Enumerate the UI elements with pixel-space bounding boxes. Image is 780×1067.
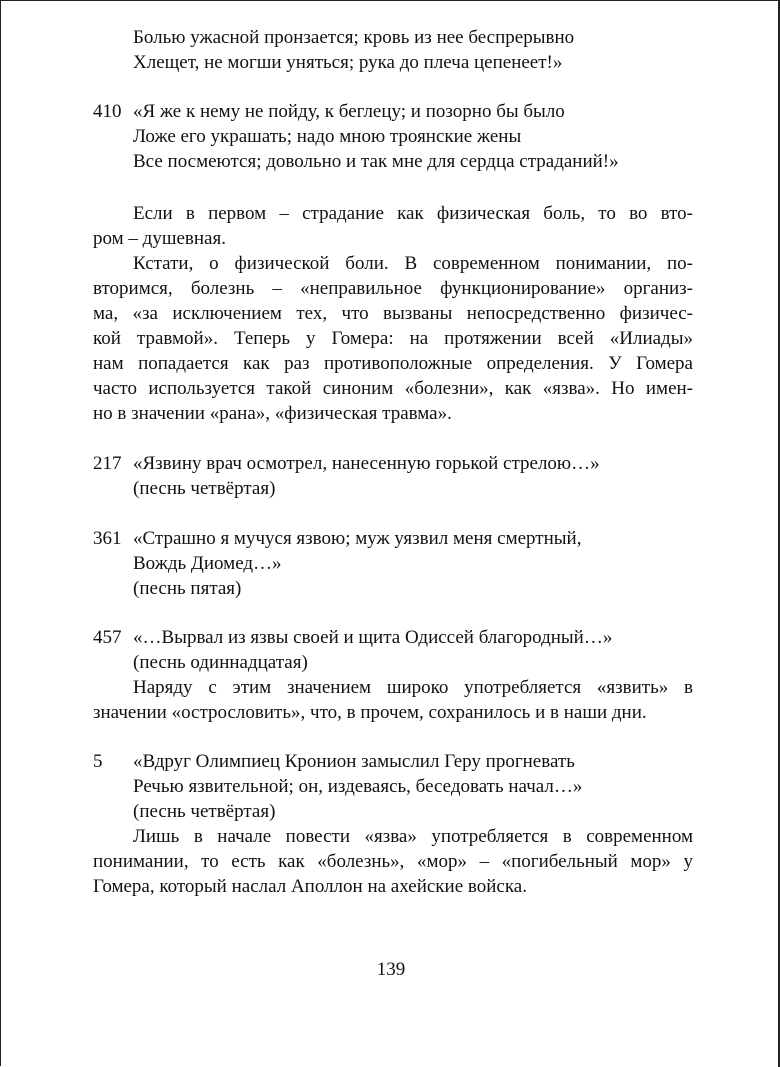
prose-line: кой травмой». Теперь у Гомера: на протяжении всей «Илиады»: [93, 328, 693, 349]
verse-line: [93, 25, 693, 50]
prose-line: ма, «за исключением тех, что вызваны непосредственно физичес-: [93, 303, 693, 324]
verse-line: [93, 650, 693, 675]
line-number: 410: [93, 101, 122, 122]
verse-line: [93, 451, 693, 476]
prose-line: понимании, то есть как «болезнь», «мор» – «погибельный мор» у: [93, 851, 693, 872]
verse-line: [93, 576, 693, 601]
line-number: 5: [93, 751, 103, 772]
verse-line: [93, 625, 693, 650]
line-number: 457: [93, 627, 122, 648]
verse-text: Хлещет, не могши уняться; рука до плеча цепенеет!»: [133, 52, 563, 73]
prose-line: Гомера, который наслал Аполлон на ахейские войска.: [93, 876, 527, 897]
prose-line: ром – душевная.: [93, 228, 226, 249]
prose-line: нам попадается как раз противоположные определения. У Гомера: [93, 353, 693, 374]
prose-line: вторимся, болезнь – «неправильное функционирование» организ-: [93, 278, 693, 299]
verse-text: «Страшно я мучуся язвою; муж уязвил меня смертный,: [133, 528, 582, 549]
verse-line: [93, 526, 693, 551]
prose-line: Лишь в начале повести «язва» употребляется в современном: [133, 826, 693, 847]
song-reference: (песнь четвёртая): [133, 801, 276, 822]
verse-text: Вождь Диомед…»: [133, 553, 282, 574]
verse-block-3: [93, 451, 693, 501]
line-number: 217: [93, 453, 122, 474]
prose-line: Кстати, о физической боли. В современном понимании, по-: [133, 253, 693, 274]
verse-text: «Язвину врач осмотрел, нанесенную горькой стрелою…»: [133, 453, 600, 474]
verse-line: [93, 124, 693, 149]
line-number: 361: [93, 528, 122, 549]
verse-line: [93, 774, 693, 799]
verse-block-5: [93, 625, 693, 675]
verse-text: Болью ужасной пронзается; кровь из нее беспрерывно: [133, 27, 575, 48]
verse-line: [93, 551, 693, 576]
verse-line: [93, 749, 693, 774]
prose-line: но в значении «рана», «физическая травма».: [93, 403, 452, 424]
verse-text: Все посмеются; довольно и так мне для сердца страданий!»: [133, 151, 619, 172]
verse-line: [93, 149, 693, 174]
verse-line: [93, 476, 693, 501]
verse-line: [93, 99, 693, 124]
prose-line: Если в первом – страдание как физическая боль, то во вто-: [133, 203, 693, 224]
verse-text: Речью язвительной; он, издеваясь, беседовать начал…»: [133, 776, 583, 797]
prose-paragraphs-2: [93, 675, 693, 725]
verse-block-2: [93, 99, 693, 174]
verse-text: «Вдруг Олимпиец Кронион замыслил Геру прогневать: [133, 751, 575, 772]
prose-line: значении «острословить», что, в прочем, сохранилось и в наши дни.: [93, 702, 647, 723]
verse-block-6: [93, 749, 693, 824]
verse-block-4: [93, 526, 693, 601]
verse-text: Ложе его украшать; надо мною троянские жены: [133, 126, 522, 147]
verse-block-1: [93, 25, 693, 75]
song-reference: (песнь четвёртая): [133, 478, 276, 499]
song-reference: (песнь пятая): [133, 578, 242, 599]
verse-text: «Я же к нему не пойду, к беглецу; и позорно бы было: [133, 101, 565, 122]
verse-line: [93, 50, 693, 75]
song-reference: (песнь одиннадцатая): [133, 652, 308, 673]
prose-paragraphs-3: [93, 824, 693, 899]
prose-line: Наряду с этим значением широко употребляется «язвить» в: [133, 677, 693, 698]
page-number: 139: [376, 959, 406, 980]
verse-line: [93, 799, 693, 824]
prose-line: часто используется такой синоним «болезни», как «язва». Но имен-: [93, 378, 693, 399]
prose-paragraphs-1: [93, 201, 693, 426]
verse-text: «…Вырвал из язвы своей и щита Одиссей благородный…»: [133, 627, 613, 648]
